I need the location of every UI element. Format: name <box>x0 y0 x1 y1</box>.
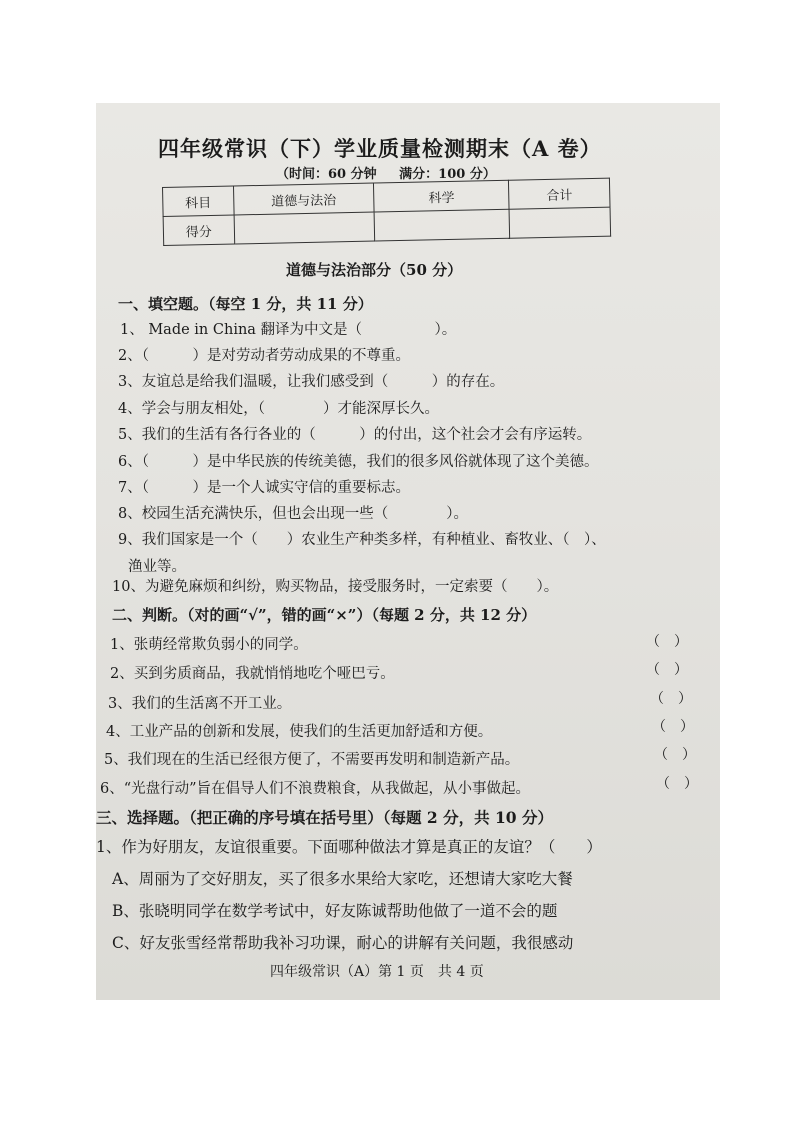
judge-question: 4、工业产品的创新和发展，使我们的生活更加舒适和方便。 <box>106 724 493 740</box>
judge-question: 5、我们现在的生活已经很方便了，不需要再发明和制造新产品。 <box>104 752 520 768</box>
fill-question: 1、 Made in China 翻译为中文是（ ）。 <box>120 322 457 338</box>
time-limit: （时间：60 分钟 <box>276 167 377 182</box>
score-input-cell[interactable] <box>374 209 510 241</box>
table-cell: 科目 <box>163 186 234 216</box>
part2-heading: 二、判断。（对的画“√”，错的画“×”）（每题 2 分，共 12 分） <box>112 606 537 624</box>
choice-option-a: A、周丽为了交好朋友，买了很多水果给大家吃，还想请大家吃大餐 <box>112 870 573 888</box>
answer-paren[interactable]: （ ） <box>646 634 688 650</box>
choice-option-c: C、好友张雪经常帮助我补习功课，耐心的讲解有关问题，我很感动 <box>112 934 574 952</box>
page-title: 四年级常识（下）学业质量检测期末（A 卷） <box>158 136 602 161</box>
answer-paren[interactable]: （ ） <box>650 691 692 707</box>
fill-question: 6、（ ）是中华民族的传统美德，我们的很多风俗就体现了这个美德。 <box>118 454 599 470</box>
choice-question: 1、作为好朋友，友谊很重要。下面哪种做法才算是真正的友谊？（ ） <box>96 838 602 856</box>
fill-question: 2、（ ）是对劳动者劳动成果的不尊重。 <box>118 348 410 364</box>
fill-question: 8、校园生活充满快乐，但也会出现一些（ ）。 <box>118 506 468 522</box>
full-score: 满分：100 分） <box>399 167 496 182</box>
exam-info <box>276 163 514 182</box>
fill-question: 10、为避免麻烦和纠纷，购买物品，接受服务时，一定索要（ ）。 <box>112 579 559 595</box>
judge-question: 3、我们的生活离不开工业。 <box>108 696 292 712</box>
score-input-cell[interactable] <box>509 207 610 238</box>
table-cell: 科学 <box>374 180 510 212</box>
exam-photo <box>96 103 720 1000</box>
answer-paren[interactable]: （ ） <box>656 776 698 792</box>
part1-heading: 一、填空题。（每空 1 分，共 11 分） <box>118 295 373 313</box>
page-footer: 四年级常识（A）第 1 页 共 4 页 <box>270 964 484 980</box>
fill-question-continued: 渔业等。 <box>128 559 186 575</box>
choice-option-b: B、张晓明同学在数学考试中，好友陈诚帮助他做了一道不会的题 <box>112 902 558 920</box>
fill-question: 7、（ ）是一个人诚实守信的重要标志。 <box>118 480 410 496</box>
table-cell: 合计 <box>509 178 610 209</box>
score-input-cell[interactable] <box>234 212 375 244</box>
answer-paren[interactable]: （ ） <box>646 662 688 678</box>
part3-heading: 三、选择题。（把正确的序号填在括号里）（每题 2 分，共 10 分） <box>96 808 553 827</box>
answer-paren[interactable]: （ ） <box>652 719 694 735</box>
table-cell: 道德与法治 <box>233 183 374 215</box>
table-cell: 得分 <box>163 215 234 245</box>
fill-question: 9、我们国家是一个（ ）农业生产种类多样，有种植业、畜牧业、（ ）、 <box>118 532 606 548</box>
judge-question: 1、张萌经常欺负弱小的同学。 <box>110 637 308 653</box>
score-table <box>162 178 611 246</box>
answer-paren[interactable]: （ ） <box>654 747 696 763</box>
judge-question: 2、买到劣质商品，我就悄悄地吃个哑巴亏。 <box>110 666 395 682</box>
fill-question: 3、友谊总是给我们温暖，让我们感受到（ ）的存在。 <box>118 374 505 390</box>
fill-question: 5、我们的生活有各行各业的（ ）的付出，这个社会才会有序运转。 <box>118 427 592 443</box>
section-title: 道德与法治部分（50 分） <box>286 261 463 279</box>
fill-question: 4、学会与朋友相处，（ ）才能深厚长久。 <box>118 401 439 417</box>
judge-question: 6、“光盘行动”旨在倡导人们不浪费粮食，从我做起，从小事做起。 <box>100 781 531 797</box>
